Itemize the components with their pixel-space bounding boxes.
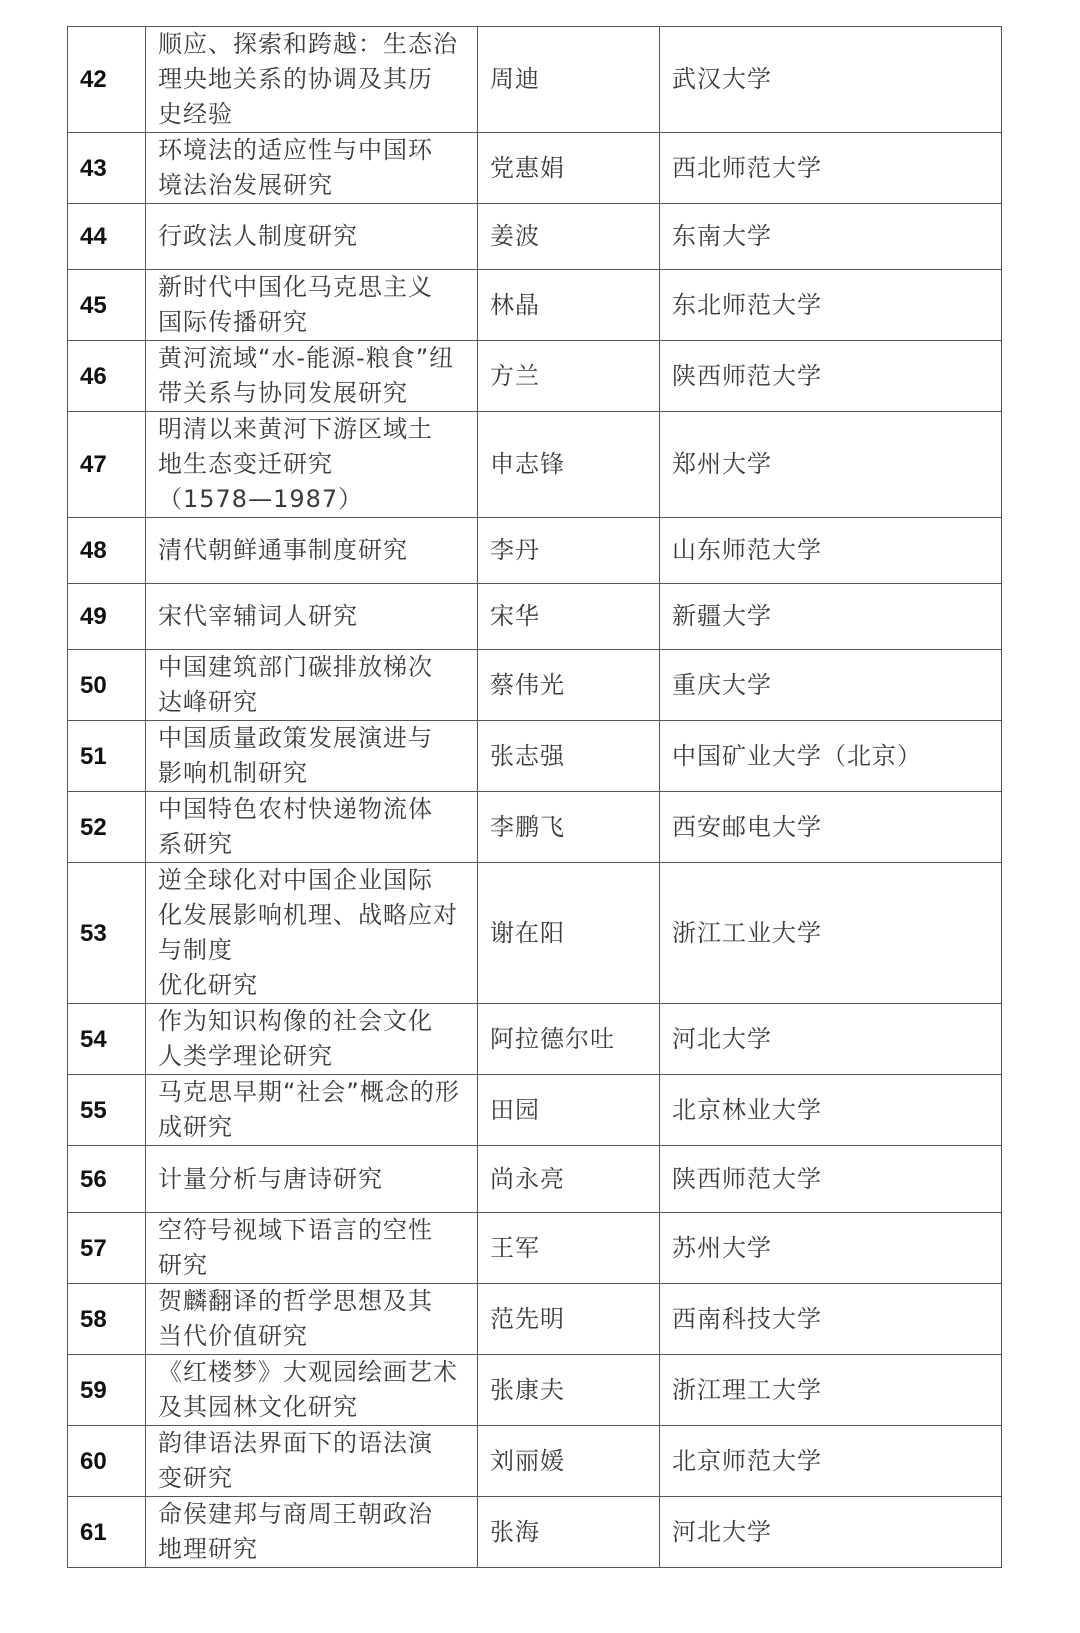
project-title: 马克思早期“社会”概念的形 成研究 [146, 1075, 478, 1146]
principal-investigator: 李丹 [478, 518, 660, 584]
table-row [68, 412, 1002, 518]
row-number: 59 [68, 1355, 146, 1426]
table-row [68, 1075, 1002, 1146]
project-title: 新时代中国化马克思主义 国际传播研究 [146, 270, 478, 341]
project-title: 空符号视域下语言的空性 研究 [146, 1213, 478, 1284]
principal-investigator: 王军 [478, 1213, 660, 1284]
row-number: 60 [68, 1426, 146, 1497]
institution: 东南大学 [660, 204, 1002, 270]
project-title: 中国质量政策发展演进与 影响机制研究 [146, 721, 478, 792]
table-row [68, 650, 1002, 721]
principal-investigator: 阿拉德尔吐 [478, 1004, 660, 1075]
table-row [68, 341, 1002, 412]
project-title: 韵律语法界面下的语法演 变研究 [146, 1426, 478, 1497]
institution: 山东师范大学 [660, 518, 1002, 584]
principal-investigator: 姜波 [478, 204, 660, 270]
principal-investigator: 党惠娟 [478, 133, 660, 204]
project-title: 命侯建邦与商周王朝政治 地理研究 [146, 1497, 478, 1568]
row-number: 47 [68, 412, 146, 518]
principal-investigator: 范先明 [478, 1284, 660, 1355]
table-row [68, 584, 1002, 650]
row-number: 54 [68, 1004, 146, 1075]
row-number: 46 [68, 341, 146, 412]
principal-investigator: 谢在阳 [478, 863, 660, 1004]
table-row [68, 270, 1002, 341]
project-title: 中国建筑部门碳排放梯次 达峰研究 [146, 650, 478, 721]
principal-investigator: 田园 [478, 1075, 660, 1146]
institution: 西南科技大学 [660, 1284, 1002, 1355]
table-row [68, 863, 1002, 1004]
project-title: 计量分析与唐诗研究 [146, 1146, 478, 1213]
row-number: 50 [68, 650, 146, 721]
row-number: 42 [68, 27, 146, 133]
table-row [68, 1497, 1002, 1568]
institution: 浙江工业大学 [660, 863, 1002, 1004]
table-row [68, 1004, 1002, 1075]
institution: 新疆大学 [660, 584, 1002, 650]
project-title: 顺应、探索和跨越：生态治 理央地关系的协调及其历 史经验 [146, 27, 478, 133]
institution: 陕西师范大学 [660, 1146, 1002, 1213]
row-number: 55 [68, 1075, 146, 1146]
project-title: 清代朝鲜通事制度研究 [146, 518, 478, 584]
row-number: 56 [68, 1146, 146, 1213]
institution: 北京师范大学 [660, 1426, 1002, 1497]
row-number: 49 [68, 584, 146, 650]
institution: 河北大学 [660, 1004, 1002, 1075]
institution: 河北大学 [660, 1497, 1002, 1568]
table-row [68, 792, 1002, 863]
principal-investigator: 周迪 [478, 27, 660, 133]
row-number: 45 [68, 270, 146, 341]
project-title: 宋代宰辅词人研究 [146, 584, 478, 650]
table-row [68, 1146, 1002, 1213]
project-title: 明清以来黄河下游区域土 地生态变迁研究 （1578—1987） [146, 412, 478, 518]
project-title: 逆全球化对中国企业国际 化发展影响机理、战略应对 与制度 优化研究 [146, 863, 478, 1004]
project-title: 环境法的适应性与中国环 境法治发展研究 [146, 133, 478, 204]
table-row [68, 1426, 1002, 1497]
project-title: 《红楼梦》大观园绘画艺术 及其园林文化研究 [146, 1355, 478, 1426]
principal-investigator: 尚永亮 [478, 1146, 660, 1213]
institution: 中国矿业大学（北京） [660, 721, 1002, 792]
principal-investigator: 刘丽媛 [478, 1426, 660, 1497]
row-number: 43 [68, 133, 146, 204]
institution: 陕西师范大学 [660, 341, 1002, 412]
institution: 西安邮电大学 [660, 792, 1002, 863]
principal-investigator: 张志强 [478, 721, 660, 792]
institution: 西北师范大学 [660, 133, 1002, 204]
project-title: 贺麟翻译的哲学思想及其 当代价值研究 [146, 1284, 478, 1355]
institution: 北京林业大学 [660, 1075, 1002, 1146]
table-row [68, 1284, 1002, 1355]
principal-investigator: 宋华 [478, 584, 660, 650]
table-row [68, 204, 1002, 270]
project-title: 作为知识构像的社会文化 人类学理论研究 [146, 1004, 478, 1075]
row-number: 61 [68, 1497, 146, 1568]
row-number: 58 [68, 1284, 146, 1355]
principal-investigator: 方兰 [478, 341, 660, 412]
project-title: 黄河流域“水-能源-粮食”纽 带关系与协同发展研究 [146, 341, 478, 412]
institution: 武汉大学 [660, 27, 1002, 133]
principal-investigator: 张海 [478, 1497, 660, 1568]
table-row [68, 1213, 1002, 1284]
principal-investigator: 张康夫 [478, 1355, 660, 1426]
project-title: 行政法人制度研究 [146, 204, 478, 270]
principal-investigator: 林晶 [478, 270, 660, 341]
institution: 郑州大学 [660, 412, 1002, 518]
principal-investigator: 蔡伟光 [478, 650, 660, 721]
principal-investigator: 李鹏飞 [478, 792, 660, 863]
principal-investigator: 申志锋 [478, 412, 660, 518]
institution: 苏州大学 [660, 1213, 1002, 1284]
table-row [68, 721, 1002, 792]
project-list-table [67, 26, 1002, 1568]
institution: 重庆大学 [660, 650, 1002, 721]
table-row [68, 27, 1002, 133]
table-row [68, 518, 1002, 584]
row-number: 48 [68, 518, 146, 584]
row-number: 57 [68, 1213, 146, 1284]
row-number: 44 [68, 204, 146, 270]
project-title: 中国特色农村快递物流体 系研究 [146, 792, 478, 863]
table-row [68, 1355, 1002, 1426]
row-number: 53 [68, 863, 146, 1004]
table-row [68, 133, 1002, 204]
institution: 浙江理工大学 [660, 1355, 1002, 1426]
institution: 东北师范大学 [660, 270, 1002, 341]
row-number: 52 [68, 792, 146, 863]
row-number: 51 [68, 721, 146, 792]
